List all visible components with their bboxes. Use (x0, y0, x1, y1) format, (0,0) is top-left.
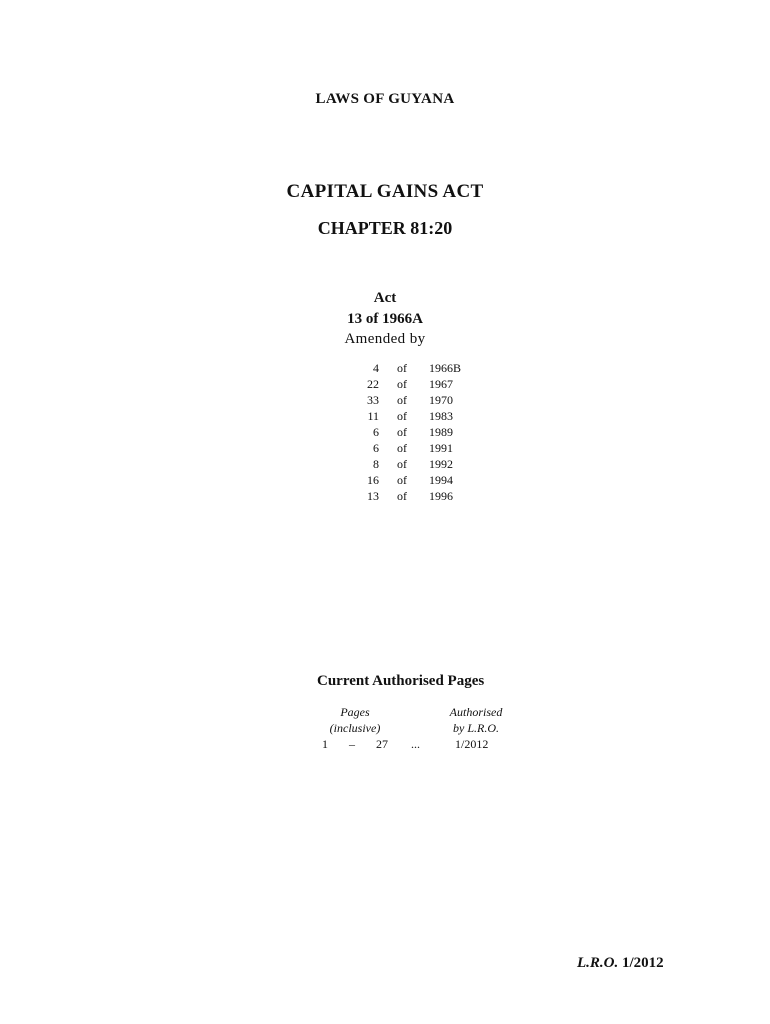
amendment-of: of (397, 473, 407, 487)
amendment-row (352, 392, 482, 408)
amendment-year: 1983 (429, 409, 453, 423)
pages-table-header-row (315, 704, 525, 720)
amendment-year: 1966B (429, 361, 462, 375)
amendment-of: of (397, 425, 407, 439)
chapter-number: CHAPTER 81:20 (317, 218, 453, 238)
act-label: Act (373, 290, 397, 306)
amendment-of: of (397, 377, 407, 391)
amendment-number: 11 (367, 409, 379, 423)
authorised-column-header: Authorised (449, 705, 503, 719)
act-title: CAPITAL GAINS ACT (286, 181, 484, 202)
amendment-row (352, 424, 482, 440)
amendment-of: of (397, 409, 407, 423)
amendment-of: of (397, 441, 407, 455)
pages-table-row (315, 736, 525, 752)
amendment-of: of (397, 361, 407, 375)
amendment-row (352, 472, 482, 488)
document-header: LAWS OF GUYANA (315, 91, 455, 107)
act-number: 13 of 1966A (347, 311, 423, 327)
amendment-year: 1996 (429, 489, 453, 503)
authorised-date: 1/2012 (455, 737, 489, 751)
leader-dots: ... (411, 737, 420, 751)
amendment-year: 1991 (429, 441, 453, 455)
amendment-year: 1967 (429, 377, 453, 391)
amendment-of: of (397, 457, 407, 471)
amendments-list (352, 360, 482, 504)
amendment-number: 13 (367, 489, 379, 503)
amendment-row (352, 360, 482, 376)
amendment-year: 1989 (429, 425, 453, 439)
amendment-year: 1992 (429, 457, 453, 471)
pages-column-header: Pages (340, 705, 370, 719)
page-from: 1 (322, 737, 328, 751)
amendment-row (352, 376, 482, 392)
pages-column-subheader: (inclusive) (329, 721, 381, 735)
amended-by-label: Amended by (344, 331, 426, 347)
amendment-row (352, 488, 482, 504)
current-pages-heading: Current Authorised Pages (317, 673, 485, 689)
amendment-number: 4 (373, 361, 379, 375)
page-footer (577, 955, 664, 972)
current-pages-table (315, 704, 525, 752)
authorised-column-subheader: by L.R.O. (453, 721, 499, 735)
amendment-row (352, 440, 482, 456)
amendment-of: of (397, 393, 407, 407)
page-to: 27 (376, 737, 388, 751)
page-range-dash: – (349, 737, 355, 751)
amendment-year: 1970 (429, 393, 453, 407)
amendment-of: of (397, 489, 407, 503)
amendment-number: 33 (367, 393, 379, 407)
amendment-number: 16 (367, 473, 379, 487)
amendment-number: 6 (373, 441, 379, 455)
amendment-number: 8 (373, 457, 379, 471)
amendment-number: 6 (373, 425, 379, 439)
footer-date: 1/2012 (622, 955, 664, 971)
amendment-row (352, 408, 482, 424)
amendment-number: 22 (367, 377, 379, 391)
pages-table-header-row (315, 720, 525, 736)
footer-lro-label: L.R.O. (577, 955, 619, 971)
amendment-row (352, 456, 482, 472)
amendment-year: 1994 (429, 473, 453, 487)
